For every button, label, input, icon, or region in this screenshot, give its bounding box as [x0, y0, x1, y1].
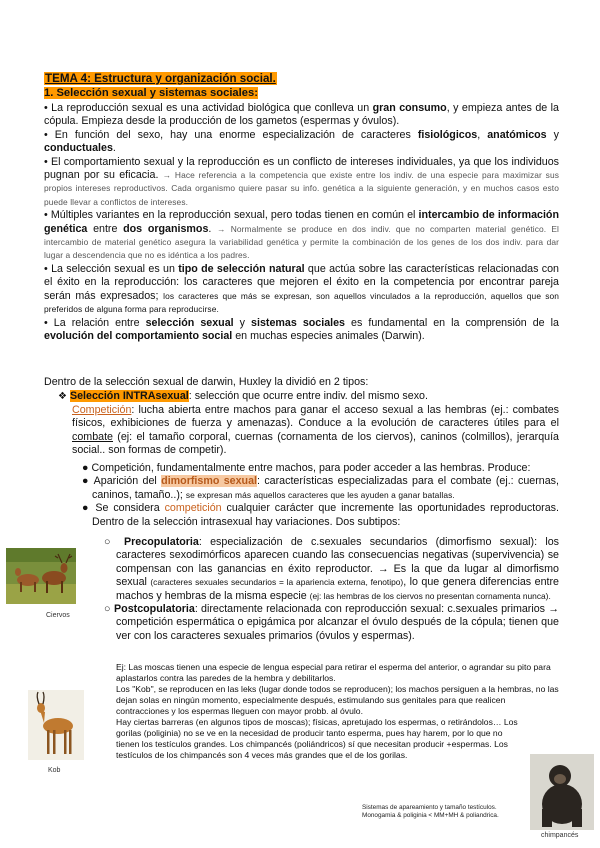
- sub-bullet-3: ● Se considera competición cualquier carácter que incremente las oportunidades reproductoras. Dentro de la selección intrasexual hay variaciones. Dos subtipos:: [82, 502, 559, 528]
- circle-bullet-icon: ○: [104, 536, 116, 548]
- example-flies: Ej: Las moscas tienen una especie de lengua especial para retirar el esperma del anterior, o agrandar su pito para aplastarlos contra las paredes de la hembra y debilitarlos.: [116, 662, 551, 683]
- chimpanzee-caption: chimpancés: [541, 832, 579, 839]
- deer-caption: Ciervos: [46, 612, 70, 619]
- examples: [116, 662, 559, 761]
- subtypes: [102, 536, 559, 643]
- bullet-5: • La selección sexual es un tipo de selección natural que actúa sobre las características relacionadas con el éxito en la reproducción: los caracteres que mejoren el éxito en la competencia por encontrar pareja serán más expresados; los caracteres que más se expresan, son aquellos vinculados a la reproducción, aquellos que son preferidos de alguna forma para reproducirse.: [44, 262, 559, 315]
- competicion-paragraph: Competición: lucha abierta entre machos para ganar el acceso sexual a las hembras (ej.: combates físicos, exhibiciones de fuerza y amenazas). Conduce a la evolución de caracteres útiles para el combate (ej: el tamaño corporal, cuernas (cornamenta de los ciervos), caninos (colmillos), jerarquía social.. son formas de competir).: [72, 404, 559, 457]
- mating-systems-note: Sistemas de apareamiento y tamaño testículos. Monogamia & poliginia < MM+MH & poliandrica.: [362, 804, 499, 819]
- sub-bullets: [78, 462, 559, 529]
- diamond-bullet-icon: ❖: [58, 391, 67, 402]
- bullet-6: • La relación entre selección sexual y sistemas sociales es fundamental en la comprensión de la evolución del comportamiento social en muchas especies animales (Darwin).: [44, 316, 559, 342]
- bullet-4: • Múltiples variantes en la reproducción sexual, pero todas tienen en común el intercambio de información genética entre dos organismos. → Normalmente se produce en dos indiv. que no comparten material genético. El intercambio de material genético asegura la variabilidad genética y permite la combinación de los genes de los dos indiv. para dar lugar a descendencia que no es idéntica a los padres.: [44, 209, 559, 261]
- intro-bullets: [44, 102, 559, 343]
- chimpanzee-image: [530, 754, 594, 830]
- page-title: TEMA 4: Estructura y organización social.: [45, 72, 276, 85]
- intrasexual-heading: ❖ Selección INTRAsexual: selección que ocurre entre indiv. del mismo sexo.: [58, 390, 428, 402]
- precopulatoria: ○ Precopulatoria: especialización de c.sexuales secundarios (dimorfismo sexual): los caracteres sexodimórficos aparecen cuando las consecuencias negativas (supervivencia) se compensan con las ganancias en éxito reproductor. → Es la que da lugar al dimorfismo sexual (caracteres sexuales secundarios = la apariencia externa, fenotipo), lo que genera diferencias entre machos y hembras de la misma especie (ej: las hembras de los ciervos no presentan cornamenta nunca).: [104, 536, 559, 602]
- circle-bullet-icon: ○: [104, 603, 111, 616]
- bullet-2: • En función del sexo, hay una enorme especialización de caracteres fisiológicos, anatómicos y conductuales.: [44, 128, 559, 155]
- postcopulatoria: ○ Postcopulatoria: directamente relacionada con reproducción sexual: c.sexuales primarios → competición espermática o epigámica por alcanzar el óvulo después de la cópula; tienen que ver con los caracteres sexuales primarios (óvulos y espermas).: [104, 603, 559, 642]
- bullet-1: • La reproducción sexual es una actividad biológica que conlleva un gran consumo, y empieza antes de la cópula. Empieza desde la producción de los gametos (espermas y óvulos).: [44, 102, 559, 128]
- deer-image: [6, 548, 76, 604]
- huxley-line: Dentro de la selección sexual de darwin, Huxley la dividió en 2 tipos:: [44, 376, 369, 388]
- kob-image: [28, 690, 84, 760]
- kob-caption: Kob: [48, 767, 61, 774]
- example-barriers: Hay ciertas barreras (en algunos tipos de moscas); físicas, apretujado los espermas, o retirándolos… Los gorilas (poliginia) no se ve en la necesidad de producir tanto esperma, pues hay harem, por lo que no tienen los testículos grandes. Los chimpancés (poliándricos) sí que necesitan producir +espermas. Los testículos de los chimpancés son 4 veces más grandes que el de los gorilas.: [116, 717, 518, 760]
- section-heading: 1. Selección sexual y sistemas sociales:: [44, 87, 258, 99]
- sub-bullet-2: ● Aparición del dimorfismo sexual: características especializadas para el combate (ej.: cuernas, caninos, tamaño..); se expresan más aquellos caracteres que les ayuden a ganar batallas.: [82, 475, 559, 501]
- sub-bullet-1: ● Competición, fundamentalmente entre machos, para poder acceder a las hembras. Produce:: [82, 462, 531, 474]
- example-kob: Los "Kob", se reproducen en las leks (lugar donde todos se reproducen); los machos persiguen a la hembras, no las dejan solas en ningún momento, especialmente después, estimulando sus genitales para que realicen contracciones y los espermas lleguen con mayor probb. al óvulo.: [116, 684, 559, 716]
- bullet-3: • El comportamiento sexual y la reproducción es un conflicto de intereses individuales, ya que los individuos pugnan por su eficacia. → Hace referencia a la competencia que existe entre los indiv. de una especie para maximizar sus propios intereses reproductivos. Cada organismo quiere pasar su info. genética a la siguiente generación, y en muchos casos esto puede llevar a conflictos de intereses.: [44, 155, 559, 207]
